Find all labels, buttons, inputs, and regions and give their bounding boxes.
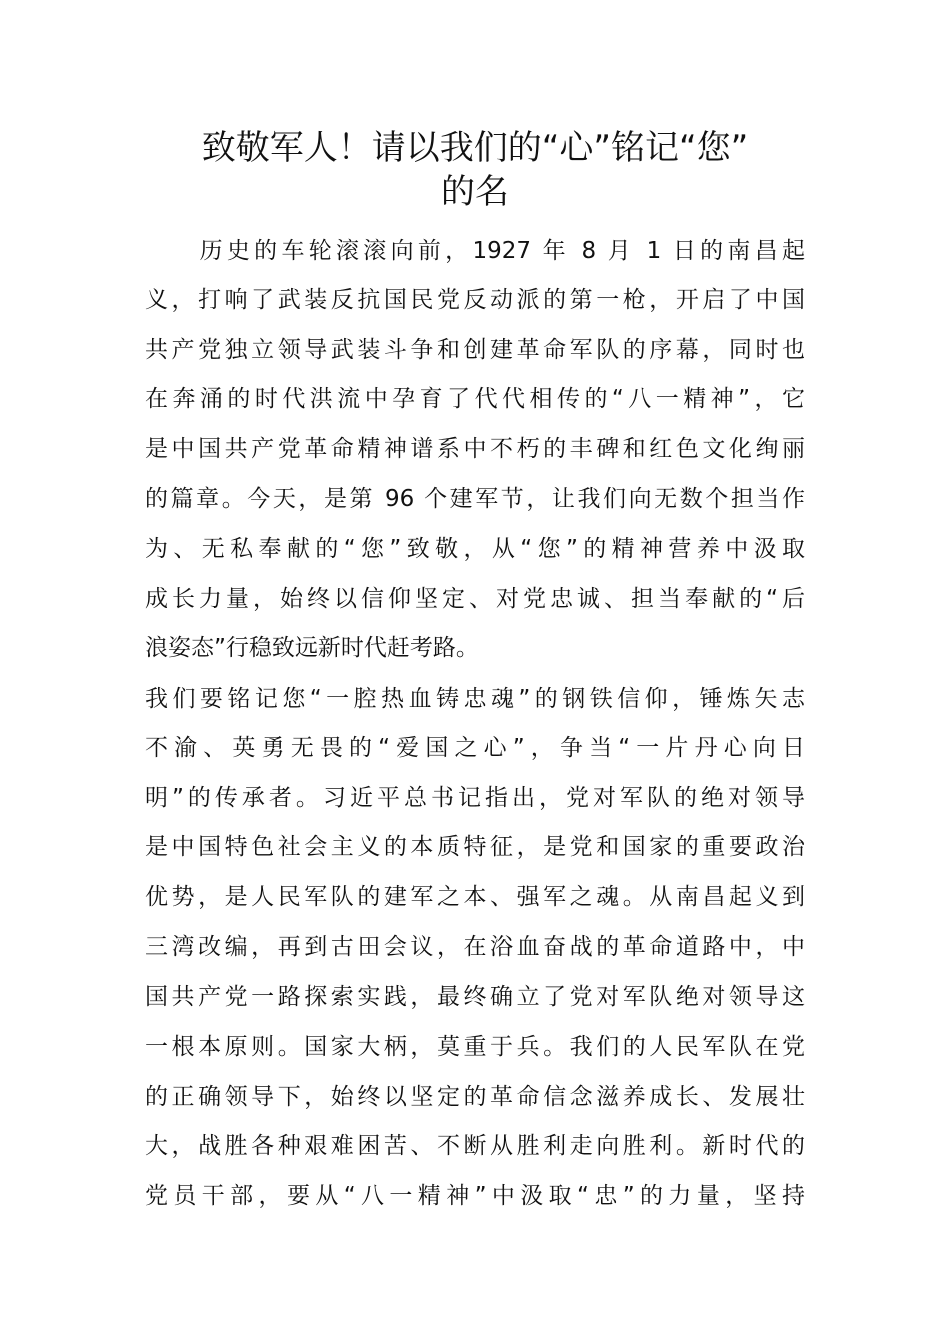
paragraph-2-line: 优势，是人民军队的建军之本、强军之魂。从南昌起义到 [145,884,805,910]
paragraph-1-line: 的篇章。今天，是第 96 个建军节，让我们向无数个担当作 [145,486,805,512]
paragraph-2-line: 我们要铭记您“一腔热血铸忠魂”的钢铁信仰，锤炼矢志 [145,686,805,712]
paragraph-2-line: 明”的传承者。习近平总书记指出，党对军队的绝对领导 [145,785,805,811]
paragraph-1-line: 为、无私奉献的“您”致敬，从“您”的精神营养中汲取 [145,536,805,562]
paragraph-1-line: 共产党独立领导武装斗争和创建革命军队的序幕，同时也 [145,337,805,363]
paragraph-1-line: 义，打响了武装反抗国民党反动派的第一枪，开启了中国 [145,287,805,313]
title-line-1: 致敬军人！请以我们的“心”铭记“您” [201,128,749,168]
paragraph-1-line: 在奔涌的时代洪流中孕育了代代相传的“八一精神”，它 [145,386,805,412]
paragraph-1-line: 历史的车轮滚滚向前，1927 年 8 月 1 日的南昌起 [145,238,805,264]
paragraph-1-line: 成长力量，始终以信仰坚定、对党忠诚、担当奉献的“后 [145,586,805,612]
title-line-2: 的名 [441,172,509,212]
paragraph-1-line: 是中国共产党革命精神谱系中不朽的丰碑和红色文化绚丽 [145,436,805,462]
document-title [145,126,805,214]
paragraph-2-line: 不渝、英勇无畏的“爱国之心”，争当“一片丹心向日 [145,735,805,761]
paragraph-2-line: 一根本原则。国家大柄，莫重于兵。我们的人民军队在党 [145,1034,805,1060]
paragraph-2-line: 党员干部，要从“八一精神”中汲取“忠”的力量，坚持 [145,1183,805,1209]
paragraph-2-line: 是中国特色社会主义的本质特征，是党和国家的重要政治 [145,834,805,860]
paragraph-1-line: 浪姿态”行稳致远新时代赶考路。 [145,635,479,661]
paragraph-2-line: 的正确领导下，始终以坚定的革命信念滋养成长、发展壮 [145,1084,805,1110]
paragraph-2-line: 三湾改编，再到古田会议，在浴血奋战的革命道路中，中 [145,934,805,960]
paragraph-2-line: 国共产党一路探索实践，最终确立了党对军队绝对领导这 [145,984,805,1010]
paragraph-2-line: 大，战胜各种艰难困苦、不断从胜利走向胜利。新时代的 [145,1133,805,1159]
